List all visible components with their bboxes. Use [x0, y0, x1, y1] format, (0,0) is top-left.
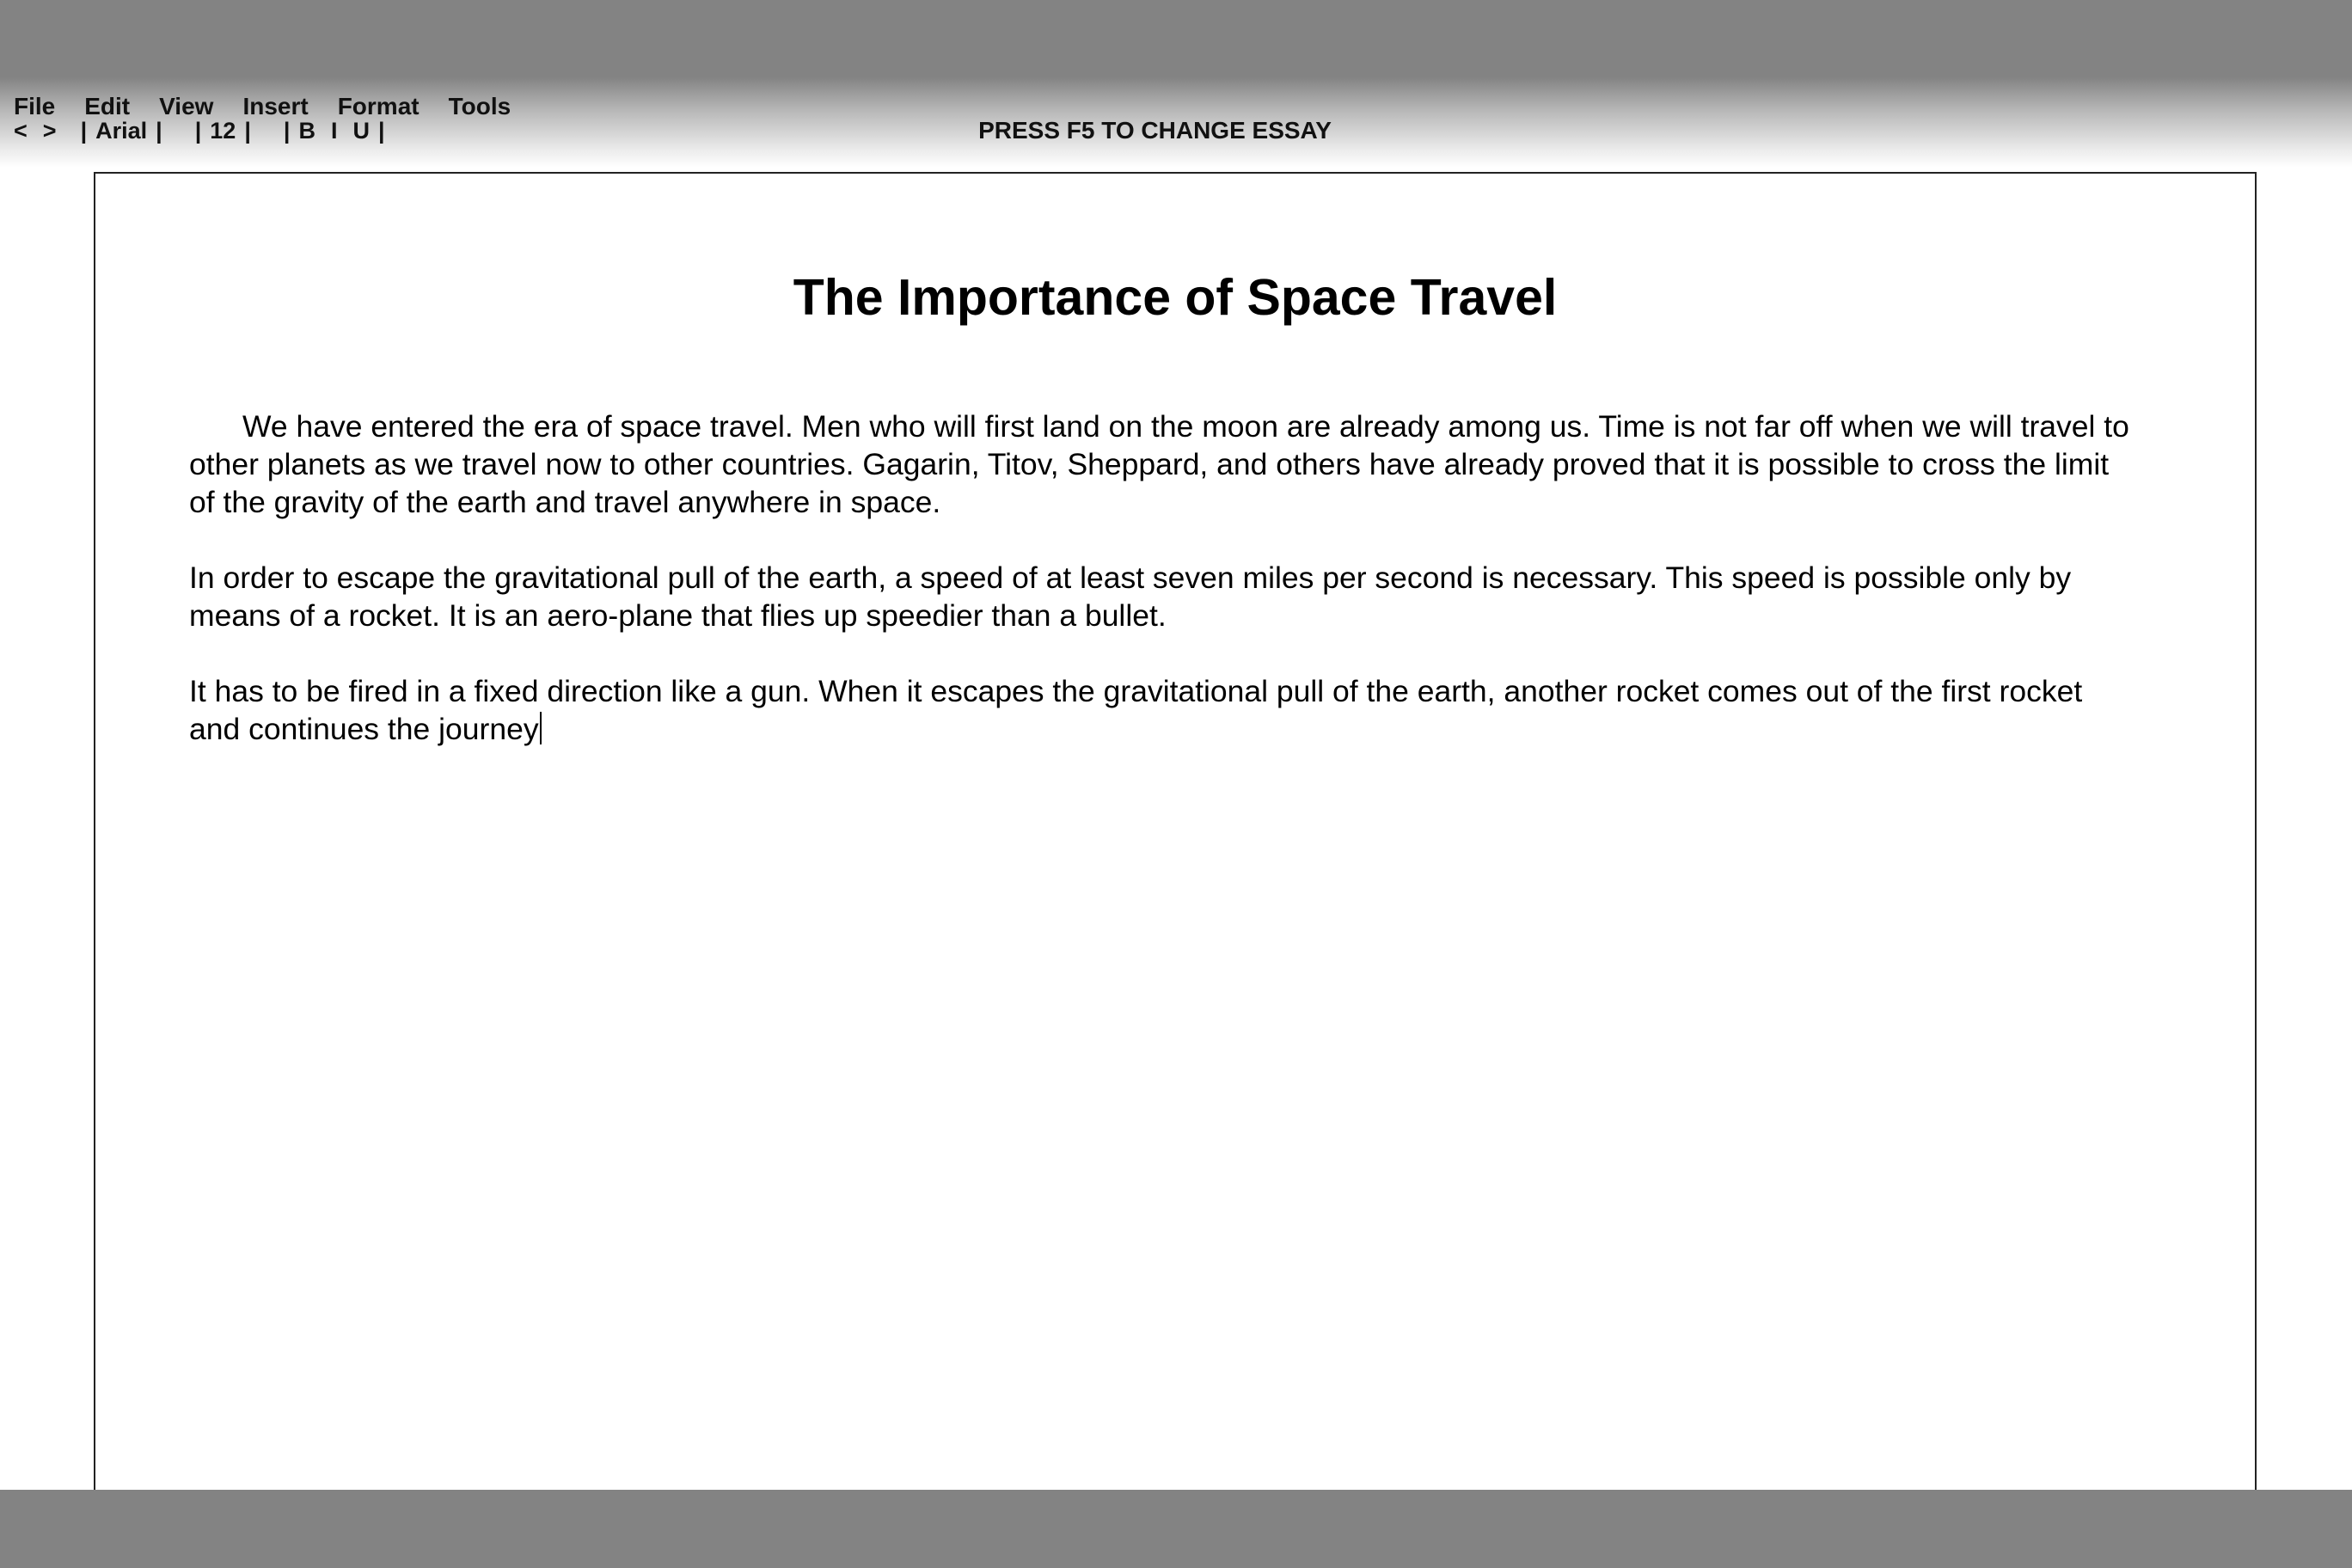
- document-body[interactable]: [189, 407, 2141, 786]
- text-cursor: [540, 712, 542, 744]
- menu-tools[interactable]: Tools: [448, 93, 511, 119]
- menu-format[interactable]: Format: [337, 93, 420, 119]
- document-page[interactable]: [94, 172, 2257, 1491]
- toolbar-separator: |: [377, 117, 385, 144]
- italic-button[interactable]: I: [330, 117, 338, 144]
- document-title: The Importance of Space Travel: [793, 269, 1558, 326]
- menu-file[interactable]: File: [14, 93, 56, 119]
- change-essay-hint: PRESS F5 TO CHANGE ESSAY: [978, 117, 1332, 144]
- toolbar-separator: |: [156, 117, 162, 144]
- forward-button[interactable]: >: [42, 117, 57, 144]
- font-family-select[interactable]: Arial: [95, 117, 148, 144]
- paragraph-3-text: It has to be fired in a fixed direction like a gun. When it escapes the gravitational pull of the earth, another rocket comes out of the first rocket and continues the journey: [189, 674, 2083, 746]
- font-size-select[interactable]: 12: [210, 117, 236, 144]
- toolbar-separator: |: [194, 117, 202, 144]
- toolbar-separator: |: [80, 117, 88, 144]
- bottom-bar: [0, 1490, 2352, 1568]
- menu-edit[interactable]: Edit: [84, 93, 131, 119]
- paragraph-3: [189, 672, 2141, 748]
- paragraph-1: We have entered the era of space travel. Men who will first land on the moon are already among us. Time is not far off when we will travel to other planets as we travel now to other countries. Gagarin, Titov, Sheppard, and others have already proved that it is possible to cross the limit of the gravity of the earth and travel anywhere in space.: [189, 409, 2129, 519]
- paragraph-2: In order to escape the gravitational pull of the earth, a speed of at least seven miles per second is necessary. This speed is possible only by means of a rocket. It is an aero-plane that flies up speedier than a bullet.: [189, 560, 2072, 633]
- menu-insert[interactable]: Insert: [242, 93, 309, 119]
- underline-button[interactable]: U: [352, 117, 370, 144]
- menu-view[interactable]: View: [159, 93, 214, 119]
- bold-button[interactable]: B: [298, 117, 315, 144]
- back-button[interactable]: <: [14, 117, 28, 144]
- top-chrome: [0, 0, 2352, 168]
- toolbar-separator: |: [244, 117, 251, 144]
- toolbar-separator: |: [283, 117, 291, 144]
